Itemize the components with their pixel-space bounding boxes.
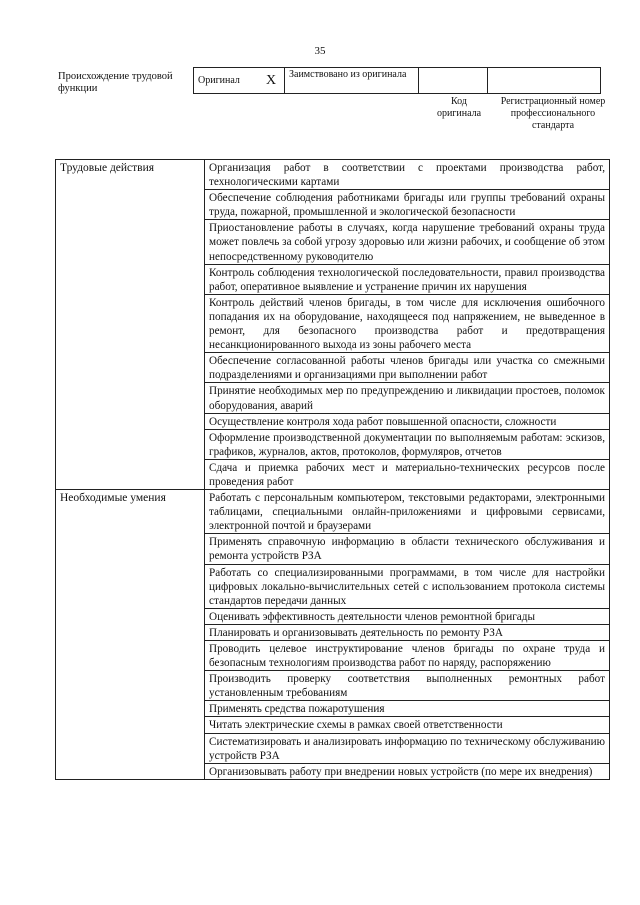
code-cell bbox=[419, 68, 488, 94]
original-mark: X bbox=[258, 68, 285, 94]
reg-number-cell bbox=[488, 68, 601, 94]
list-item: Проводить целевое инструктирование членов бригады по охране труда и безопасным технологиям производства работ по наряду, распоряжению bbox=[205, 641, 609, 671]
page-number: 35 bbox=[314, 45, 326, 57]
labor-actions-label: Трудовые действия bbox=[56, 160, 205, 490]
reg-number-caption: Регистрационный номер профессионального стандарта bbox=[500, 96, 606, 131]
required-skills-row bbox=[56, 490, 610, 780]
list-item: Работать с персональным компьютером, текстовыми редакторами, электронными таблицами, специальными онлайн-приложениями и цифровыми сервисами, электронной почтой и браузерами bbox=[205, 490, 609, 534]
borrowed-cell: Заимствовано из оригинала bbox=[285, 68, 419, 94]
list-item: Планировать и организовывать деятельность по ремонту РЗА bbox=[205, 625, 609, 641]
list-item: Контроль соблюдения технологической последовательности, правил производства работ, оперативное выявление и устранение причин их нарушения bbox=[205, 265, 609, 295]
list-item: Сдача и приемка рабочих мест и материально-технических ресурсов после проведения работ bbox=[209, 461, 605, 488]
list-item: Обеспечение соблюдения работниками бригады или группы требований охраны труда, пожарной, промышленной и экологической безопасности bbox=[205, 190, 609, 220]
required-skills-label: Необходимые умения bbox=[56, 490, 205, 780]
required-skills-list bbox=[205, 490, 610, 780]
origin-table bbox=[193, 67, 601, 94]
list-item: Принятие необходимых мер по предупреждению и ликвидации простоев, поломок оборудования, аварий bbox=[205, 383, 609, 413]
labor-actions-list bbox=[205, 160, 610, 490]
list-item: Применять средства пожаротушения bbox=[205, 701, 609, 717]
function-table bbox=[55, 159, 610, 780]
list-item: Оформление производственной документации по выполняемым работам: эскизов, графиков, журналов, актов, протоколов, формуляров, отчетов bbox=[205, 430, 609, 460]
list-item: Организация работ в соответствии с проектами производства работ, технологическими картами bbox=[205, 160, 609, 190]
list-item: Оценивать эффективность деятельности членов ремонтной бригады bbox=[205, 609, 609, 625]
list-item: Обеспечение согласованной работы членов бригады или участка со смежными подразделениями и организациями при выполнении работ bbox=[205, 353, 609, 383]
origin-label: Происхождение трудовой функции bbox=[58, 71, 173, 94]
list-item: Производить проверку соответствия выполненных ремонтных работ установленным требованиям bbox=[205, 671, 609, 701]
list-item: Контроль действий членов бригады, в том числе для исключения ошибочного попадания их на оборудование, находящееся под напряжением, не выведенное в ремонт, для безопасного производства работ и предотвращения несанкционированного выхода из зоны рабочего места bbox=[205, 295, 609, 353]
list-item: Читать электрические схемы в рамках своей ответственности bbox=[205, 717, 609, 733]
list-item: Применять справочную информацию в области технического обслуживания и ремонта устройств РЗА bbox=[205, 534, 609, 564]
list-item: Организовывать работу при внедрении новых устройств (по мере их внедрения) bbox=[209, 765, 593, 778]
list-item: Осуществление контроля хода работ повышенной опасности, сложности bbox=[205, 414, 609, 430]
labor-actions-row bbox=[56, 160, 610, 490]
code-caption: Код оригинала bbox=[436, 96, 482, 119]
list-item: Приостановление работы в случаях, когда нарушение требований охраны труда может повлечь за собой угрозу здоровью или жизни рабочих, и сообщение об этом непосредственному руководителю bbox=[205, 220, 609, 264]
list-item: Работать со специализированными программами, в том числе для настройки цифровых локально-вычислительных сетей с использованием протокола системы стандартов передачи данных bbox=[205, 565, 609, 609]
original-cell: Оригинал bbox=[194, 68, 259, 94]
list-item: Систематизировать и анализировать информацию по техническому обслуживанию устройств РЗА bbox=[205, 734, 609, 764]
